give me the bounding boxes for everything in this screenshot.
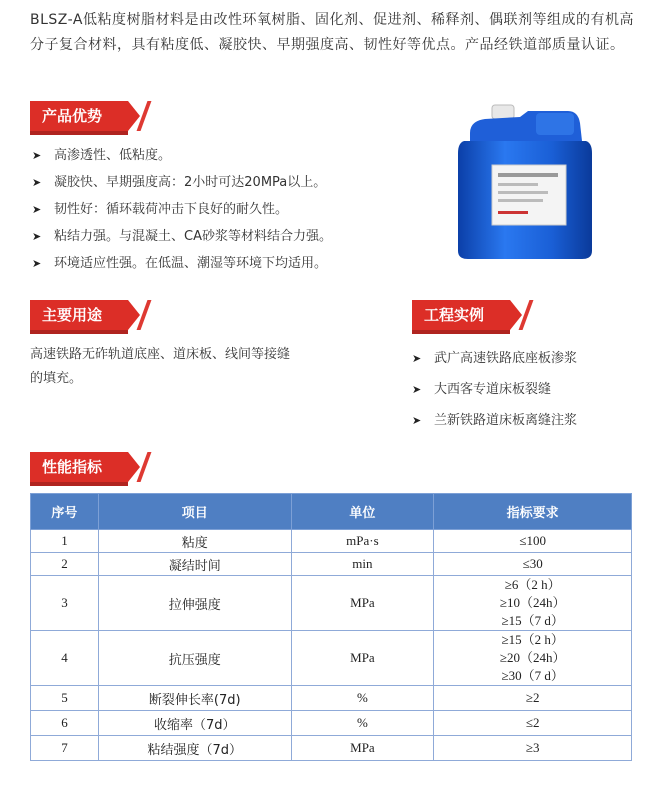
cell-item: 粘结强度（7d） <box>98 736 291 761</box>
requirement-line: ≥2 <box>525 690 540 705</box>
table-row <box>31 686 632 711</box>
cell-unit: mPa·s <box>291 530 434 553</box>
arrow-icon: ➤ <box>412 414 422 427</box>
cell-no: 4 <box>31 631 99 686</box>
header-requirement: 指标要求 <box>434 494 632 530</box>
table-row <box>31 576 632 631</box>
arrow-icon: ➤ <box>32 203 42 216</box>
advantages-list <box>30 142 332 277</box>
cell-unit: MPa <box>291 631 434 686</box>
list-item <box>410 405 577 436</box>
cell-requirement <box>434 711 632 736</box>
list-item <box>30 196 332 223</box>
header-item: 项目 <box>98 494 291 530</box>
performance-table <box>30 493 632 761</box>
cell-no: 1 <box>31 530 99 553</box>
requirement-line: ≥15（7 d） <box>501 613 564 628</box>
cell-no: 2 <box>31 553 99 576</box>
arrow-icon: ➤ <box>32 176 42 189</box>
cell-unit: % <box>291 686 434 711</box>
requirement-line: ≤2 <box>525 715 540 730</box>
table-row <box>31 736 632 761</box>
table-row <box>31 553 632 576</box>
requirement-line: ≥30（7 d） <box>501 668 564 683</box>
list-item <box>30 250 332 277</box>
performance-title: 性能指标 <box>42 458 103 476</box>
cell-item: 粘度 <box>98 530 291 553</box>
cell-unit: MPa <box>291 576 434 631</box>
list-item-text: 环境适应性强。在低温、潮湿等环境下均适用。 <box>54 256 328 271</box>
cell-no: 3 <box>31 576 99 631</box>
cell-unit: min <box>291 553 434 576</box>
table-header-row <box>31 494 632 530</box>
list-item-text: 大西客专道床板裂缝 <box>434 382 552 397</box>
list-item-text: 凝胶快、早期强度高：2小时可达20MPa以上。 <box>54 175 327 190</box>
requirement-line: ≤100 <box>519 533 546 548</box>
requirement-line: ≥10（24h） <box>499 595 566 610</box>
header-unit: 单位 <box>291 494 434 530</box>
cell-requirement <box>434 553 632 576</box>
list-item <box>410 343 577 374</box>
cell-item: 收缩率（7d） <box>98 711 291 736</box>
list-item-text: 韧性好：循环载荷冲击下良好的耐久性。 <box>54 202 289 217</box>
arrow-icon: ➤ <box>32 257 42 270</box>
list-item <box>410 374 577 405</box>
usage-tag <box>30 300 128 330</box>
requirement-line: ≤30 <box>522 556 543 571</box>
requirement-line: ≥6（2 h） <box>504 577 561 592</box>
header-no: 序号 <box>31 494 99 530</box>
cell-requirement <box>434 530 632 553</box>
cases-tag <box>412 300 510 330</box>
cases-list <box>410 343 577 436</box>
arrow-icon: ➤ <box>32 149 42 162</box>
cell-item: 抗压强度 <box>98 631 291 686</box>
requirement-line: ≥3 <box>525 740 540 755</box>
list-item-text: 武广高速铁路底座板渗浆 <box>434 351 578 366</box>
cell-unit: MPa <box>291 736 434 761</box>
list-item <box>30 223 332 250</box>
performance-tag <box>30 452 128 482</box>
cell-no: 7 <box>31 736 99 761</box>
table-row <box>31 711 632 736</box>
table-row <box>31 530 632 553</box>
arrow-icon: ➤ <box>412 352 422 365</box>
advantages-title: 产品优势 <box>42 107 103 125</box>
advantages-tag <box>30 101 128 131</box>
arrow-icon: ➤ <box>32 230 42 243</box>
cell-item: 拉伸强度 <box>98 576 291 631</box>
cell-requirement <box>434 686 632 711</box>
cases-title: 工程实例 <box>424 306 485 324</box>
cell-item: 凝结时间 <box>98 553 291 576</box>
list-item-text: 高渗透性、低粘度。 <box>54 148 172 163</box>
cell-requirement <box>434 576 632 631</box>
requirement-line: ≥20（24h） <box>499 650 566 665</box>
table-row <box>31 631 632 686</box>
list-item <box>30 142 332 169</box>
list-item-text: 兰新铁路道床板离缝注浆 <box>434 413 578 428</box>
product-bottle-image <box>450 103 600 263</box>
usage-text: 高速铁路无砟轨道底座、道床板、线间等接缝的填充。 <box>30 347 291 386</box>
cell-no: 5 <box>31 686 99 711</box>
intro-paragraph: BLSZ-A低粘度树脂材料是由改性环氧树脂、固化剂、促进剂、稀释剂、偶联剂等组成的有机高分子复合材料，具有粘度低、凝胶快、早期强度高、韧性好等优点。产品经铁道部质量认证。 <box>30 12 634 53</box>
cell-requirement <box>434 631 632 686</box>
cell-requirement <box>434 736 632 761</box>
usage-title: 主要用途 <box>42 306 103 324</box>
requirement-line: ≥15（2 h） <box>501 632 564 647</box>
cell-unit: % <box>291 711 434 736</box>
list-item <box>30 169 332 196</box>
arrow-icon: ➤ <box>412 383 422 396</box>
cell-no: 6 <box>31 711 99 736</box>
list-item-text: 粘结力强。与混凝土、CA砂浆等材料结合力强。 <box>54 229 332 244</box>
cell-item: 断裂伸长率(7d) <box>98 686 291 711</box>
